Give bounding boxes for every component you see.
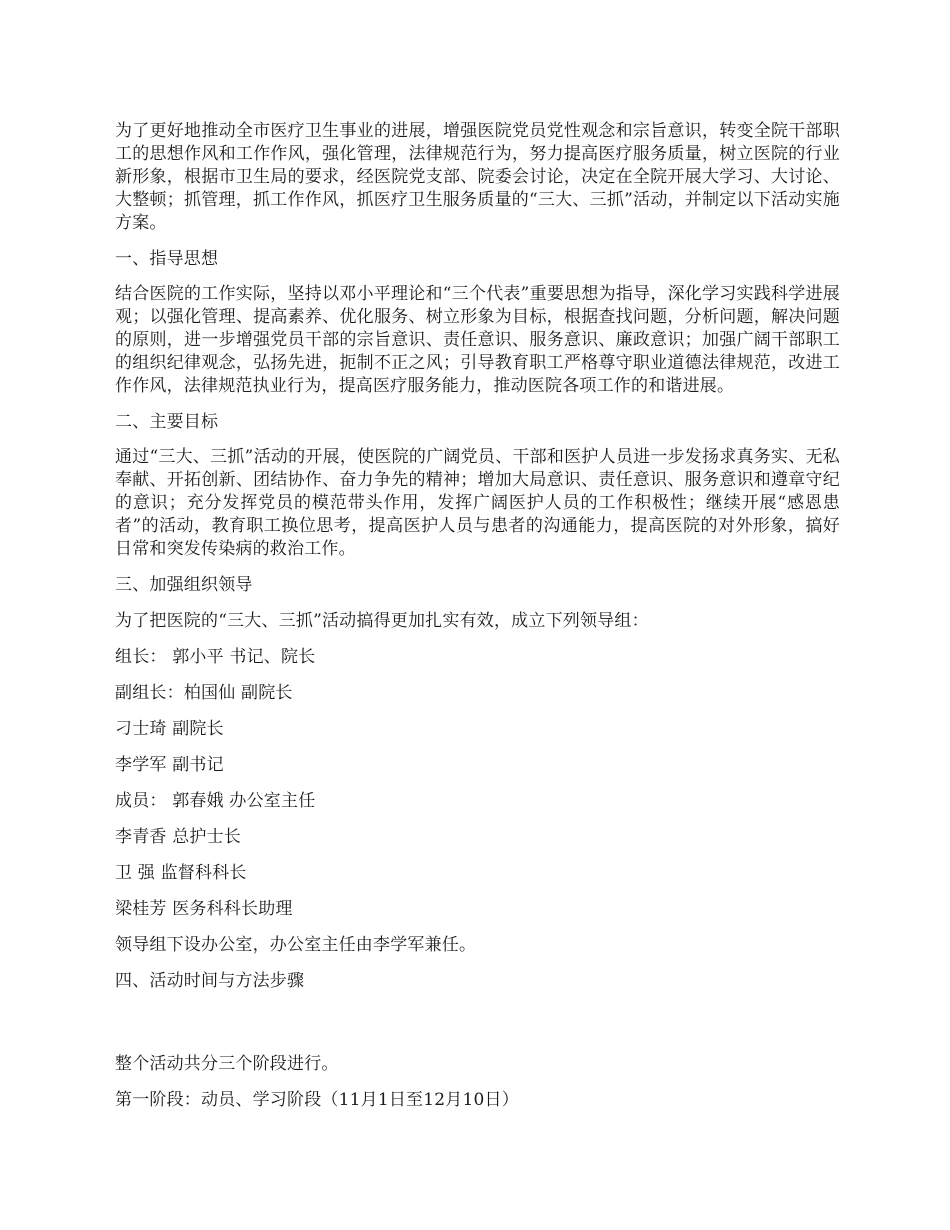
section-heading-leadership: 三、加强组织领导 [115, 575, 253, 595]
blank-space [115, 1005, 840, 1052]
member-line: 梁桂芳 医务科科长助理 [115, 899, 293, 919]
main-goals-paragraph: 通过“三大、三抓”活动的开展，使医院的广阔党员、干部和医护人员进一步发扬求真务实、无私奉献、开拓创新、团结协作、奋力争先的精神；增加大局意识、责任意识、服务意识和遵章守纪的意识；充分发挥党员的模范带头作用，发挥广阔医护人员的工作积极性；继续开展“感恩患者”的活动，教育职工换位思考，提高医护人员与患者的沟通能力，提高医院的对外形象，搞好日常和突发传染病的救治工作。 [115, 447, 840, 559]
leadership-intro: 为了把医院的“三大、三抓”活动搞得更加扎实有效，成立下列领导组： [115, 611, 649, 631]
section-heading-schedule: 四、活动时间与方法步骤 [115, 971, 305, 991]
leader-line: 组长： 郭小平 书记、院长 [115, 647, 316, 667]
member-line: 李青香 总护士长 [115, 827, 242, 847]
section-heading-guiding-ideology: 一、指导思想 [115, 249, 219, 269]
leader-line: 李学军 副书记 [115, 755, 224, 775]
leader-line: 刁士琦 副院长 [115, 719, 224, 739]
leader-line: 副组长：柏国仙 副院长 [115, 683, 293, 703]
document-page [115, 120, 840, 1124]
stage-one: 第一阶段：动员、学习阶段（11月1日至12月10日） [115, 1090, 519, 1110]
member-line: 卫 强 监督科科长 [115, 863, 247, 883]
intro-paragraph: 为了更好地推动全市医疗卫生事业的进展，增强医院党员党性观念和宗旨意识，转变全院干部职工的思想作风和工作作风，强化管理，法律规范行为，努力提高医疗服务质量，树立医院的行业新形象，根据市卫生局的要求，经医院党支部、院委会讨论，决定在全院开展大学习、大讨论、大整顿；抓管理，抓工作作风，抓医疗卫生服务质量的“三大、三抓”活动，并制定以下活动实施方案。 [115, 121, 840, 233]
guiding-ideology-paragraph: 结合医院的工作实际，坚持以邓小平理论和“三个代表”重要思想为指导，深化学习实践科学进展观；以强化管理、提高素养、优化服务、树立形象为目标，根据查找问题，分析问题，解决问题的原则，进一步增强党员干部的宗旨意识、责任意识、服务意识、廉政意识；加强广阔干部职工的组织纪律观念，弘扬先进，扼制不正之风；引导教育职工严格尊守职业道德法律规范，改进工作作风，法律规范执业行为，提高医疗服务能力，推动医院各项工作的和谐进展。 [115, 284, 840, 396]
office-note: 领导组下设办公室，办公室主任由李学军兼任。 [115, 935, 477, 955]
member-line: 成员： 郭春娥 办公室主任 [115, 791, 316, 811]
section-heading-main-goals: 二、主要目标 [115, 412, 219, 432]
stages-intro: 整个活动共分三个阶段进行。 [115, 1054, 339, 1074]
